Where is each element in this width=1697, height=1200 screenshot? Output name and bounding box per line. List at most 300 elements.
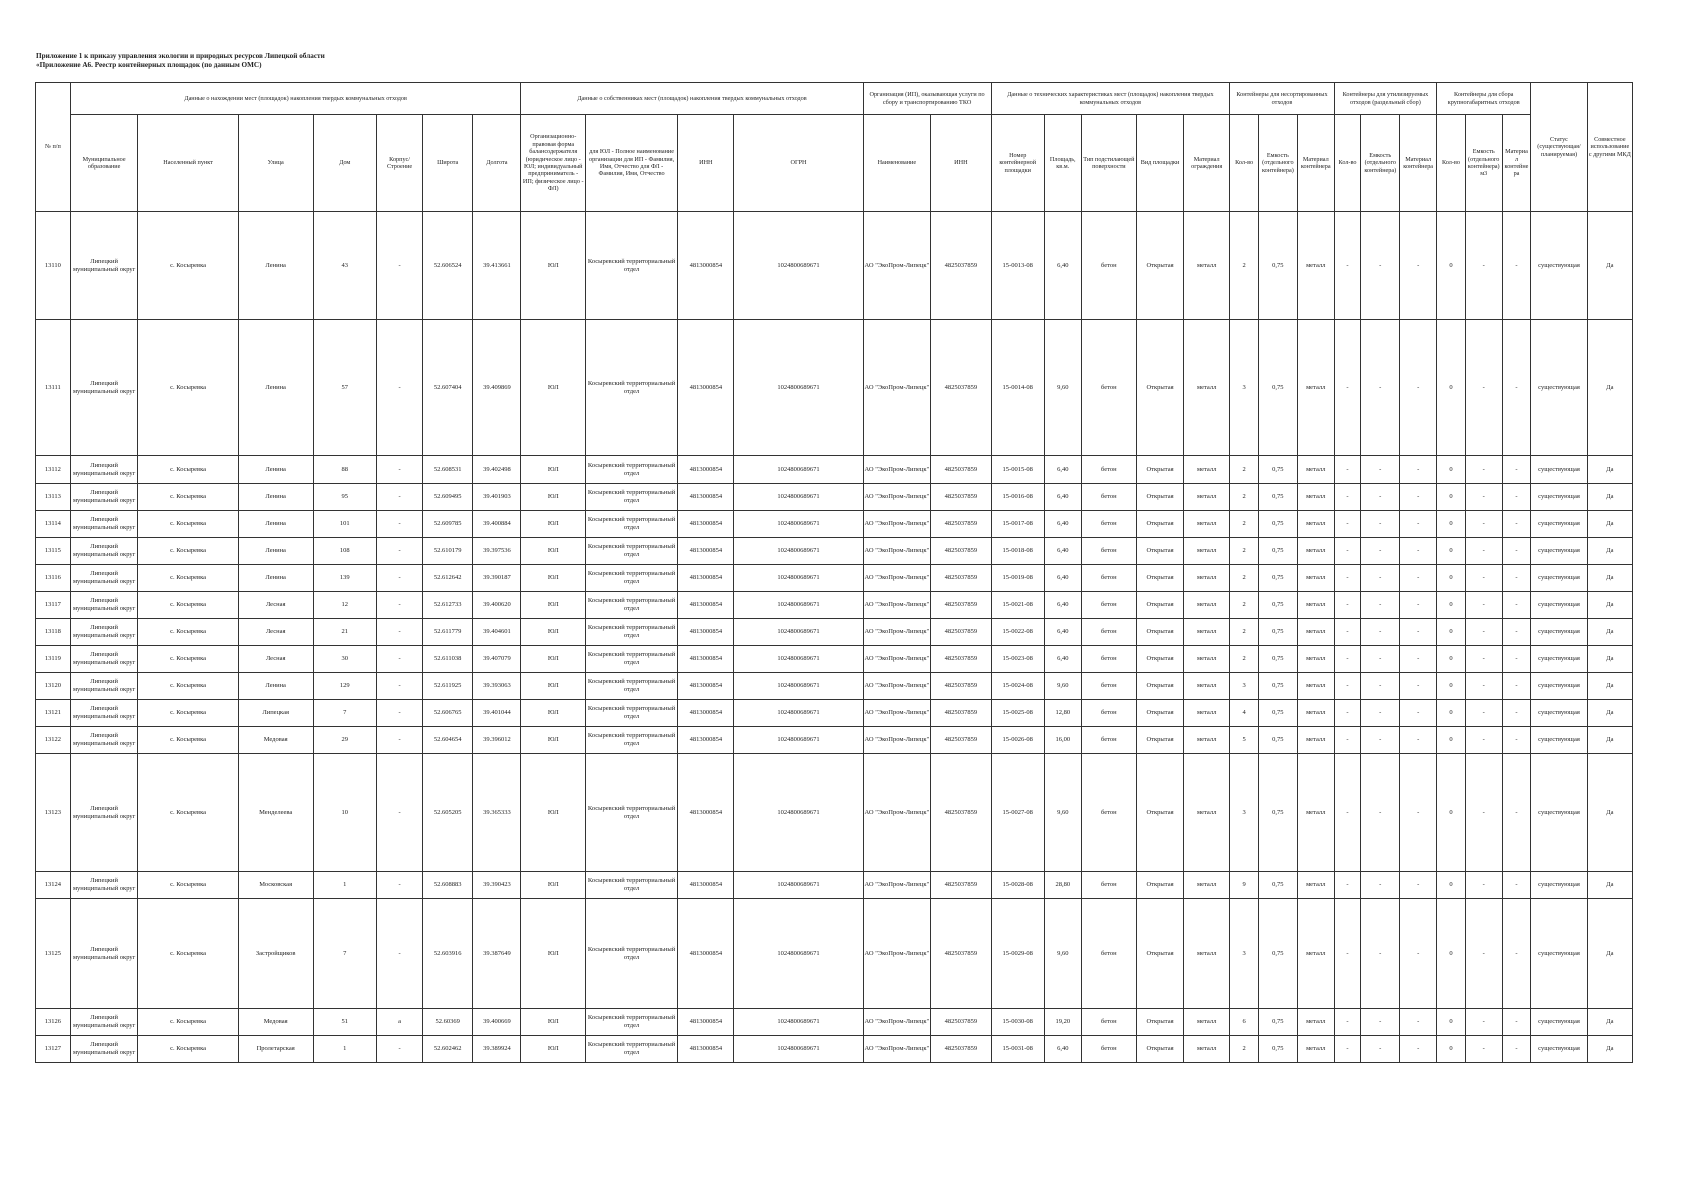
cell-bulky-volume: - [1465,754,1502,872]
cell-recyclable-volume: - [1361,754,1400,872]
cell-owner-form: ЮЛ [521,1036,586,1063]
cell-fence-material: металл [1184,646,1230,673]
cell-unsorted-material: металл [1297,538,1334,565]
cell-street: Ленина [238,484,313,511]
cell-pad-number: 15-0014-08 [991,320,1044,456]
cell-recyclable-material: - [1400,320,1437,456]
cell-carrier-name: АО "ЭкоПром-Липецк" [863,872,931,899]
cell-pad-number: 15-0025-08 [991,700,1044,727]
cell-surface-type: бетон [1081,456,1136,484]
table-row [36,538,1633,565]
cell-pad-kind: Открытая [1136,212,1183,320]
table-row [36,899,1633,1009]
cell-latitude: 52.607404 [423,320,473,456]
table-body [36,212,1633,1063]
cell-street: Медовая [238,727,313,754]
cell-pad-number: 15-0013-08 [991,212,1044,320]
cell-bulky-count: 0 [1437,212,1466,320]
cell-house: 108 [313,538,377,565]
cell-row-number: 13121 [36,700,71,727]
col-header: Площадь, кв.м. [1044,115,1081,212]
cell-fence-material: металл [1184,1009,1230,1036]
cell-longitude: 39.409869 [473,320,521,456]
cell-house: 21 [313,619,377,646]
cell-recyclable-volume: - [1361,456,1400,484]
cell-latitude: 52.611925 [423,673,473,700]
cell-recyclable-count: - [1334,212,1361,320]
cell-carrier-inn: 4825037859 [931,592,991,619]
cell-settlement: с. Косыревка [138,511,238,538]
cell-owner-form: ЮЛ [521,646,586,673]
cell-bulky-count: 0 [1437,673,1466,700]
table-row [36,1036,1633,1063]
cell-recyclable-material: - [1400,899,1437,1009]
cell-status: существующая [1531,700,1587,727]
cell-recyclable-material: - [1400,727,1437,754]
cell-settlement: с. Косыревка [138,456,238,484]
table-column-header-row [36,115,1633,212]
table-row [36,456,1633,484]
cell-bulky-material: - [1502,511,1531,538]
cell-surface-type: бетон [1081,1009,1136,1036]
cell-street: Ленина [238,511,313,538]
cell-unsorted-count: 3 [1230,754,1259,872]
cell-street: Лесная [238,619,313,646]
cell-status: существующая [1531,754,1587,872]
cell-municipality: Липецкий муниципальный округ [70,1009,138,1036]
cell-house: 7 [313,899,377,1009]
cell-row-number: 13125 [36,899,71,1009]
cell-owner-ogrn: 1024800689671 [734,320,863,456]
cell-bulky-count: 0 [1437,484,1466,511]
cell-carrier-inn: 4825037859 [931,646,991,673]
cell-pad-number: 15-0017-08 [991,511,1044,538]
col-header-status: Статус (существующая/ планируемая) [1531,83,1587,212]
cell-building: а [377,1009,423,1036]
cell-owner-form: ЮЛ [521,212,586,320]
table-row [36,619,1633,646]
cell-house: 1 [313,1036,377,1063]
cell-street: Ленина [238,456,313,484]
cell-owner-ogrn: 1024800689671 [734,646,863,673]
cell-area: 6,40 [1044,619,1081,646]
cell-shared-use: Да [1587,565,1632,592]
cell-pad-kind: Открытая [1136,484,1183,511]
cell-owner-form: ЮЛ [521,700,586,727]
cell-bulky-volume: - [1465,872,1502,899]
cell-unsorted-count: 2 [1230,592,1259,619]
cell-carrier-name: АО "ЭкоПром-Липецк" [863,1009,931,1036]
cell-unsorted-material: металл [1297,565,1334,592]
col-header: Широта [423,115,473,212]
cell-surface-type: бетон [1081,619,1136,646]
cell-carrier-inn: 4825037859 [931,565,991,592]
cell-bulky-volume: - [1465,1036,1502,1063]
cell-latitude: 52.611779 [423,619,473,646]
cell-house: 10 [313,754,377,872]
cell-recyclable-material: - [1400,700,1437,727]
cell-surface-type: бетон [1081,872,1136,899]
cell-carrier-inn: 4825037859 [931,899,991,1009]
cell-municipality: Липецкий муниципальный округ [70,538,138,565]
cell-shared-use: Да [1587,872,1632,899]
cell-recyclable-volume: - [1361,484,1400,511]
cell-unsorted-count: 3 [1230,899,1259,1009]
cell-area: 6,40 [1044,538,1081,565]
cell-carrier-name: АО "ЭкоПром-Липецк" [863,899,931,1009]
cell-unsorted-volume: 0,75 [1258,646,1297,673]
cell-latitude: 52.608531 [423,456,473,484]
cell-building: - [377,456,423,484]
cell-area: 19,20 [1044,1009,1081,1036]
cell-owner-inn: 4813000854 [678,592,734,619]
cell-shared-use: Да [1587,646,1632,673]
cell-owner-form: ЮЛ [521,619,586,646]
cell-bulky-volume: - [1465,592,1502,619]
cell-longitude: 39.407079 [473,646,521,673]
cell-owner-name: Косыревский территориальный отдел [585,646,677,673]
cell-pad-kind: Открытая [1136,565,1183,592]
cell-fence-material: металл [1184,619,1230,646]
cell-bulky-material: - [1502,700,1531,727]
cell-row-number: 13111 [36,320,71,456]
cell-surface-type: бетон [1081,538,1136,565]
cell-owner-name: Косыревский территориальный отдел [585,592,677,619]
cell-owner-form: ЮЛ [521,727,586,754]
cell-bulky-volume: - [1465,456,1502,484]
cell-unsorted-material: металл [1297,673,1334,700]
cell-longitude: 39.390423 [473,872,521,899]
cell-pad-number: 15-0023-08 [991,646,1044,673]
cell-status: существующая [1531,511,1587,538]
cell-recyclable-material: - [1400,754,1437,872]
cell-owner-ogrn: 1024800689671 [734,754,863,872]
cell-recyclable-material: - [1400,538,1437,565]
cell-fence-material: металл [1184,212,1230,320]
cell-owner-form: ЮЛ [521,592,586,619]
cell-longitude: 39.387649 [473,899,521,1009]
cell-owner-ogrn: 1024800689671 [734,619,863,646]
col-header-num: № п/п [36,83,71,212]
cell-bulky-material: - [1502,1036,1531,1063]
cell-bulky-volume: - [1465,899,1502,1009]
cell-shared-use: Да [1587,1009,1632,1036]
cell-owner-form: ЮЛ [521,673,586,700]
cell-bulky-material: - [1502,320,1531,456]
cell-unsorted-volume: 0,75 [1258,592,1297,619]
cell-latitude: 52.603916 [423,899,473,1009]
group-header-technical: Данные о технических характеристиках мест (площадок) накопления твердых коммунальных отходов [991,83,1230,115]
cell-status: существующая [1531,1009,1587,1036]
cell-latitude: 52.608883 [423,872,473,899]
cell-house: 129 [313,673,377,700]
cell-pad-kind: Открытая [1136,754,1183,872]
cell-owner-ogrn: 1024800689671 [734,212,863,320]
col-header: Кол-во [1437,115,1466,212]
col-header-shared: Совместное использование с другими МКД [1587,83,1632,212]
cell-unsorted-volume: 0,75 [1258,1036,1297,1063]
cell-unsorted-material: металл [1297,899,1334,1009]
cell-carrier-name: АО "ЭкоПром-Липецк" [863,538,931,565]
cell-recyclable-material: - [1400,646,1437,673]
cell-street: Ленина [238,212,313,320]
cell-latitude: 52.611038 [423,646,473,673]
cell-unsorted-count: 2 [1230,538,1259,565]
registry-table [35,82,1633,1063]
cell-fence-material: металл [1184,872,1230,899]
cell-carrier-name: АО "ЭкоПром-Липецк" [863,754,931,872]
cell-shared-use: Да [1587,754,1632,872]
cell-municipality: Липецкий муниципальный округ [70,754,138,872]
cell-carrier-inn: 4825037859 [931,754,991,872]
cell-area: 6,40 [1044,212,1081,320]
cell-fence-material: металл [1184,899,1230,1009]
cell-owner-name: Косыревский территориальный отдел [585,538,677,565]
cell-owner-ogrn: 1024800689671 [734,565,863,592]
cell-carrier-inn: 4825037859 [931,511,991,538]
cell-building: - [377,727,423,754]
cell-owner-name: Косыревский территориальный отдел [585,456,677,484]
cell-fence-material: металл [1184,511,1230,538]
cell-row-number: 13113 [36,484,71,511]
cell-bulky-count: 0 [1437,320,1466,456]
col-header: Материал контейнера [1502,115,1531,212]
cell-pad-number: 15-0021-08 [991,592,1044,619]
col-header: Долгота [473,115,521,212]
cell-recyclable-count: - [1334,673,1361,700]
cell-latitude: 52.604654 [423,727,473,754]
cell-owner-ogrn: 1024800689671 [734,899,863,1009]
cell-carrier-name: АО "ЭкоПром-Липецк" [863,456,931,484]
cell-pad-number: 15-0016-08 [991,484,1044,511]
cell-settlement: с. Косыревка [138,1036,238,1063]
table-row [36,484,1633,511]
cell-pad-kind: Открытая [1136,1036,1183,1063]
cell-carrier-inn: 4825037859 [931,673,991,700]
cell-surface-type: бетон [1081,320,1136,456]
cell-unsorted-count: 2 [1230,1036,1259,1063]
cell-recyclable-count: - [1334,1036,1361,1063]
cell-pad-kind: Открытая [1136,592,1183,619]
cell-unsorted-count: 6 [1230,1009,1259,1036]
col-header: Улица [238,115,313,212]
cell-owner-inn: 4813000854 [678,673,734,700]
cell-status: существующая [1531,592,1587,619]
cell-building: - [377,899,423,1009]
cell-settlement: с. Косыревка [138,646,238,673]
cell-bulky-count: 0 [1437,565,1466,592]
cell-status: существующая [1531,619,1587,646]
cell-bulky-volume: - [1465,619,1502,646]
cell-shared-use: Да [1587,1036,1632,1063]
cell-status: существующая [1531,538,1587,565]
cell-municipality: Липецкий муниципальный округ [70,320,138,456]
cell-house: 30 [313,646,377,673]
cell-status: существующая [1531,565,1587,592]
table-row [36,700,1633,727]
cell-carrier-inn: 4825037859 [931,212,991,320]
cell-street: Менделеева [238,754,313,872]
cell-municipality: Липецкий муниципальный округ [70,456,138,484]
cell-recyclable-volume: - [1361,646,1400,673]
cell-recyclable-count: - [1334,727,1361,754]
cell-fence-material: металл [1184,700,1230,727]
cell-latitude: 52.60369 [423,1009,473,1036]
cell-house: 29 [313,727,377,754]
table-row [36,872,1633,899]
cell-recyclable-count: - [1334,456,1361,484]
cell-status: существующая [1531,727,1587,754]
cell-recyclable-volume: - [1361,212,1400,320]
cell-recyclable-count: - [1334,511,1361,538]
cell-bulky-count: 0 [1437,511,1466,538]
cell-pad-number: 15-0027-08 [991,754,1044,872]
cell-owner-inn: 4813000854 [678,320,734,456]
cell-pad-number: 15-0031-08 [991,1036,1044,1063]
cell-bulky-count: 0 [1437,1036,1466,1063]
cell-bulky-volume: - [1465,511,1502,538]
cell-recyclable-count: - [1334,484,1361,511]
cell-recyclable-material: - [1400,673,1437,700]
cell-municipality: Липецкий муниципальный округ [70,619,138,646]
col-header: Организационно-правовая форма балансодержателя (юридическое лицо - ЮЛ; индивидуальный предприниматель - ИП; физическое лицо - ФЛ) [521,115,586,212]
cell-carrier-inn: 4825037859 [931,872,991,899]
cell-bulky-count: 0 [1437,727,1466,754]
cell-shared-use: Да [1587,212,1632,320]
cell-municipality: Липецкий муниципальный округ [70,212,138,320]
cell-recyclable-count: - [1334,619,1361,646]
cell-street: Застройщиков [238,899,313,1009]
cell-unsorted-count: 9 [1230,872,1259,899]
cell-carrier-name: АО "ЭкоПром-Липецк" [863,1036,931,1063]
cell-recyclable-material: - [1400,1036,1437,1063]
cell-status: существующая [1531,899,1587,1009]
cell-unsorted-material: металл [1297,872,1334,899]
cell-owner-name: Косыревский территориальный отдел [585,872,677,899]
group-header-carrier: Организация (ИП), оказывающая услуги по сбору и транспортированию ТКО [863,83,991,115]
cell-unsorted-count: 2 [1230,619,1259,646]
cell-carrier-inn: 4825037859 [931,456,991,484]
cell-building: - [377,511,423,538]
col-header: Номер контейнерной площадки [991,115,1044,212]
cell-bulky-volume: - [1465,646,1502,673]
cell-building: - [377,484,423,511]
cell-owner-inn: 4813000854 [678,700,734,727]
cell-municipality: Липецкий муниципальный округ [70,565,138,592]
cell-recyclable-material: - [1400,484,1437,511]
cell-municipality: Липецкий муниципальный округ [70,872,138,899]
table-row [36,592,1633,619]
cell-status: существующая [1531,320,1587,456]
cell-pad-number: 15-0028-08 [991,872,1044,899]
cell-owner-ogrn: 1024800689671 [734,700,863,727]
cell-recyclable-volume: - [1361,1009,1400,1036]
cell-latitude: 52.610179 [423,538,473,565]
cell-unsorted-volume: 0,75 [1258,511,1297,538]
cell-pad-kind: Открытая [1136,673,1183,700]
cell-status: существующая [1531,872,1587,899]
cell-shared-use: Да [1587,727,1632,754]
cell-settlement: с. Косыревка [138,673,238,700]
cell-owner-ogrn: 1024800689671 [734,511,863,538]
cell-surface-type: бетон [1081,1036,1136,1063]
cell-unsorted-count: 2 [1230,484,1259,511]
cell-recyclable-volume: - [1361,619,1400,646]
cell-owner-inn: 4813000854 [678,727,734,754]
cell-recyclable-count: - [1334,565,1361,592]
cell-recyclable-count: - [1334,320,1361,456]
cell-carrier-name: АО "ЭкоПром-Липецк" [863,484,931,511]
header-line-2: «Приложение А6. Реестр контейнерных площадок (по данным ОМС) [36,61,262,69]
cell-settlement: с. Косыревка [138,872,238,899]
cell-fence-material: металл [1184,320,1230,456]
cell-status: существующая [1531,673,1587,700]
cell-owner-inn: 4813000854 [678,619,734,646]
cell-pad-number: 15-0024-08 [991,673,1044,700]
cell-row-number: 13112 [36,456,71,484]
cell-area: 28,80 [1044,872,1081,899]
cell-building: - [377,619,423,646]
cell-bulky-material: - [1502,1009,1531,1036]
cell-pad-number: 15-0030-08 [991,1009,1044,1036]
cell-surface-type: бетон [1081,565,1136,592]
cell-surface-type: бетон [1081,754,1136,872]
table-row [36,212,1633,320]
cell-unsorted-volume: 0,75 [1258,899,1297,1009]
cell-pad-number: 15-0022-08 [991,619,1044,646]
cell-settlement: с. Косыревка [138,538,238,565]
cell-unsorted-volume: 0,75 [1258,700,1297,727]
cell-unsorted-count: 2 [1230,511,1259,538]
table-row [36,511,1633,538]
cell-surface-type: бетон [1081,727,1136,754]
cell-shared-use: Да [1587,592,1632,619]
group-header-location: Данные о нахождении мест (площадок) накопления твердых коммунальных отходов [70,83,521,115]
cell-building: - [377,565,423,592]
cell-bulky-count: 0 [1437,646,1466,673]
cell-recyclable-material: - [1400,511,1437,538]
cell-row-number: 13120 [36,673,71,700]
cell-fence-material: металл [1184,754,1230,872]
cell-row-number: 13126 [36,1009,71,1036]
cell-municipality: Липецкий муниципальный округ [70,592,138,619]
cell-status: существующая [1531,484,1587,511]
group-header-owners: Данные о собственниках мест (площадок) накопления твердых коммунальных отходов [521,83,863,115]
cell-municipality: Липецкий муниципальный округ [70,700,138,727]
cell-carrier-inn: 4825037859 [931,484,991,511]
cell-owner-ogrn: 1024800689671 [734,592,863,619]
cell-bulky-volume: - [1465,700,1502,727]
cell-bulky-material: - [1502,484,1531,511]
cell-bulky-volume: - [1465,212,1502,320]
col-header: Емкость (отдельного контейнера) [1361,115,1400,212]
cell-pad-kind: Открытая [1136,456,1183,484]
cell-unsorted-count: 2 [1230,565,1259,592]
cell-settlement: с. Косыревка [138,320,238,456]
cell-longitude: 39.400884 [473,511,521,538]
cell-bulky-volume: - [1465,565,1502,592]
cell-shared-use: Да [1587,511,1632,538]
cell-area: 6,40 [1044,565,1081,592]
cell-municipality: Липецкий муниципальный округ [70,484,138,511]
cell-surface-type: бетон [1081,212,1136,320]
cell-owner-inn: 4813000854 [678,899,734,1009]
cell-owner-form: ЮЛ [521,872,586,899]
cell-settlement: с. Косыревка [138,565,238,592]
cell-house: 95 [313,484,377,511]
cell-owner-form: ЮЛ [521,899,586,1009]
cell-recyclable-count: - [1334,1009,1361,1036]
